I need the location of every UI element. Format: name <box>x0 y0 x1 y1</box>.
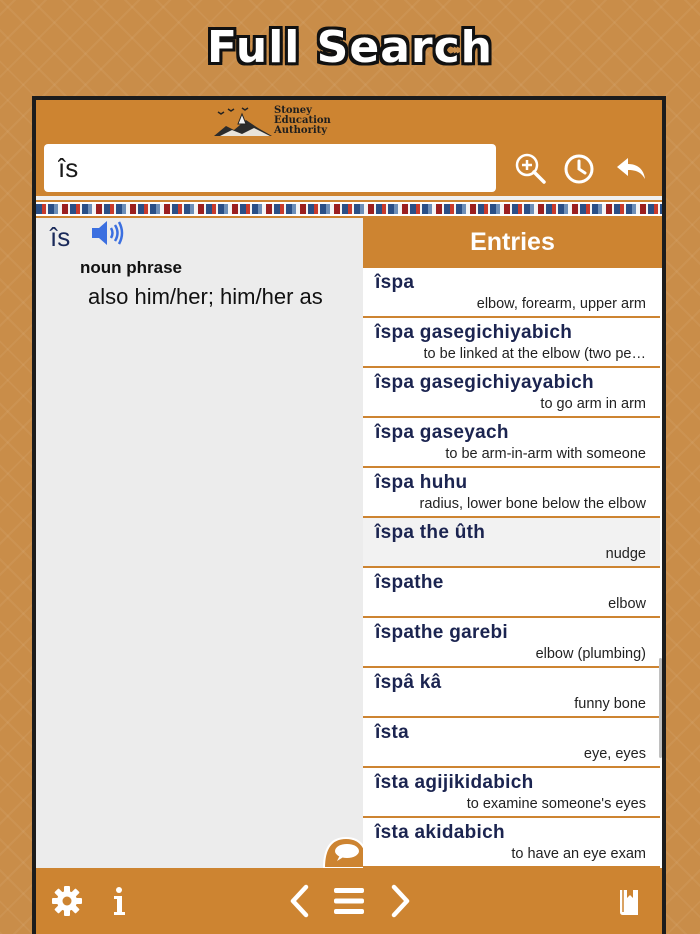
settings-gear-icon[interactable] <box>50 884 84 918</box>
entry-gloss: eye, eyes <box>583 746 646 762</box>
list-item[interactable] <box>363 518 660 568</box>
list-item[interactable] <box>363 368 660 418</box>
list-item[interactable] <box>363 668 660 718</box>
list-item[interactable] <box>363 468 660 518</box>
entry-word: îspathe garebi <box>375 622 509 643</box>
entries-rows <box>363 268 660 868</box>
entry-word: îspa huhu <box>375 472 468 493</box>
back-arrow-icon[interactable] <box>614 152 648 186</box>
entry-word: îspâ kâ <box>375 672 442 693</box>
entry-gloss: elbow, forearm, upper arm <box>476 296 646 312</box>
list-item[interactable] <box>363 568 660 618</box>
entry-gloss: elbow <box>608 596 646 612</box>
entry-gloss: radius, lower bone below the elbow <box>419 496 646 512</box>
detail-pane <box>36 218 363 868</box>
info-icon[interactable] <box>104 884 138 918</box>
logo-line-1: Stoney <box>274 105 312 116</box>
list-scrollbar[interactable] <box>659 658 662 758</box>
entry-word: îspathe <box>375 572 444 593</box>
definition-text: also him/her; him/her as <box>88 284 323 309</box>
list-item[interactable] <box>363 268 660 318</box>
list-item[interactable] <box>363 818 660 868</box>
list-item[interactable] <box>363 618 660 668</box>
entry-word: îspa gasegichiyabich <box>375 322 573 343</box>
entry-word: îsta agijikidabich <box>375 772 534 793</box>
chat-bubble-icon[interactable] <box>320 834 363 866</box>
list-item[interactable] <box>363 418 660 468</box>
logo <box>212 106 342 140</box>
next-chevron-icon[interactable] <box>382 884 416 918</box>
entries-list <box>363 218 662 868</box>
entry-word: îspa <box>375 272 415 293</box>
search-input[interactable] <box>44 144 496 192</box>
menu-icon[interactable] <box>332 884 366 918</box>
part-of-speech: noun phrase <box>80 258 183 277</box>
decorative-border <box>36 200 662 218</box>
screenshot-headline: Full Search <box>207 22 493 73</box>
logo-text <box>274 106 354 136</box>
speaker-icon[interactable] <box>90 218 126 248</box>
bottom-toolbar <box>36 868 662 934</box>
list-item[interactable] <box>363 718 660 768</box>
entry-gloss: to go arm in arm <box>540 396 646 412</box>
entry-word: îspa gaseyach <box>375 422 509 443</box>
detail-word: îs <box>50 222 71 252</box>
top-bar <box>36 100 662 196</box>
list-item[interactable] <box>363 318 660 368</box>
history-clock-icon[interactable] <box>562 152 596 186</box>
entry-word: îspa the ûth <box>375 522 486 543</box>
entry-gloss: to examine someone's eyes <box>466 796 646 812</box>
entry-gloss: funny bone <box>574 696 646 712</box>
previous-chevron-icon[interactable] <box>284 884 318 918</box>
logo-landscape-icon <box>212 106 274 140</box>
device-frame <box>32 96 666 934</box>
entry-gloss: to have an eye exam <box>511 846 646 862</box>
entry-gloss: to be arm-in-arm with someone <box>445 446 646 462</box>
list-item[interactable] <box>363 768 660 818</box>
entry-gloss: to be linked at the elbow (two pe… <box>423 346 646 362</box>
logo-line-2: Education <box>274 115 331 126</box>
bookmarks-book-icon[interactable] <box>612 884 646 918</box>
entries-header: Entries <box>363 218 662 268</box>
app-window <box>36 100 662 934</box>
entry-gloss: nudge <box>605 546 646 562</box>
entry-word: îspa gasegichiyayabich <box>375 372 594 393</box>
entry-word: îsta <box>375 722 409 743</box>
logo-line-3: Authority <box>274 125 328 136</box>
entry-word: îsta akidabich <box>375 822 505 843</box>
zoom-in-icon[interactable] <box>514 152 548 186</box>
entry-gloss: elbow (plumbing) <box>535 646 646 662</box>
